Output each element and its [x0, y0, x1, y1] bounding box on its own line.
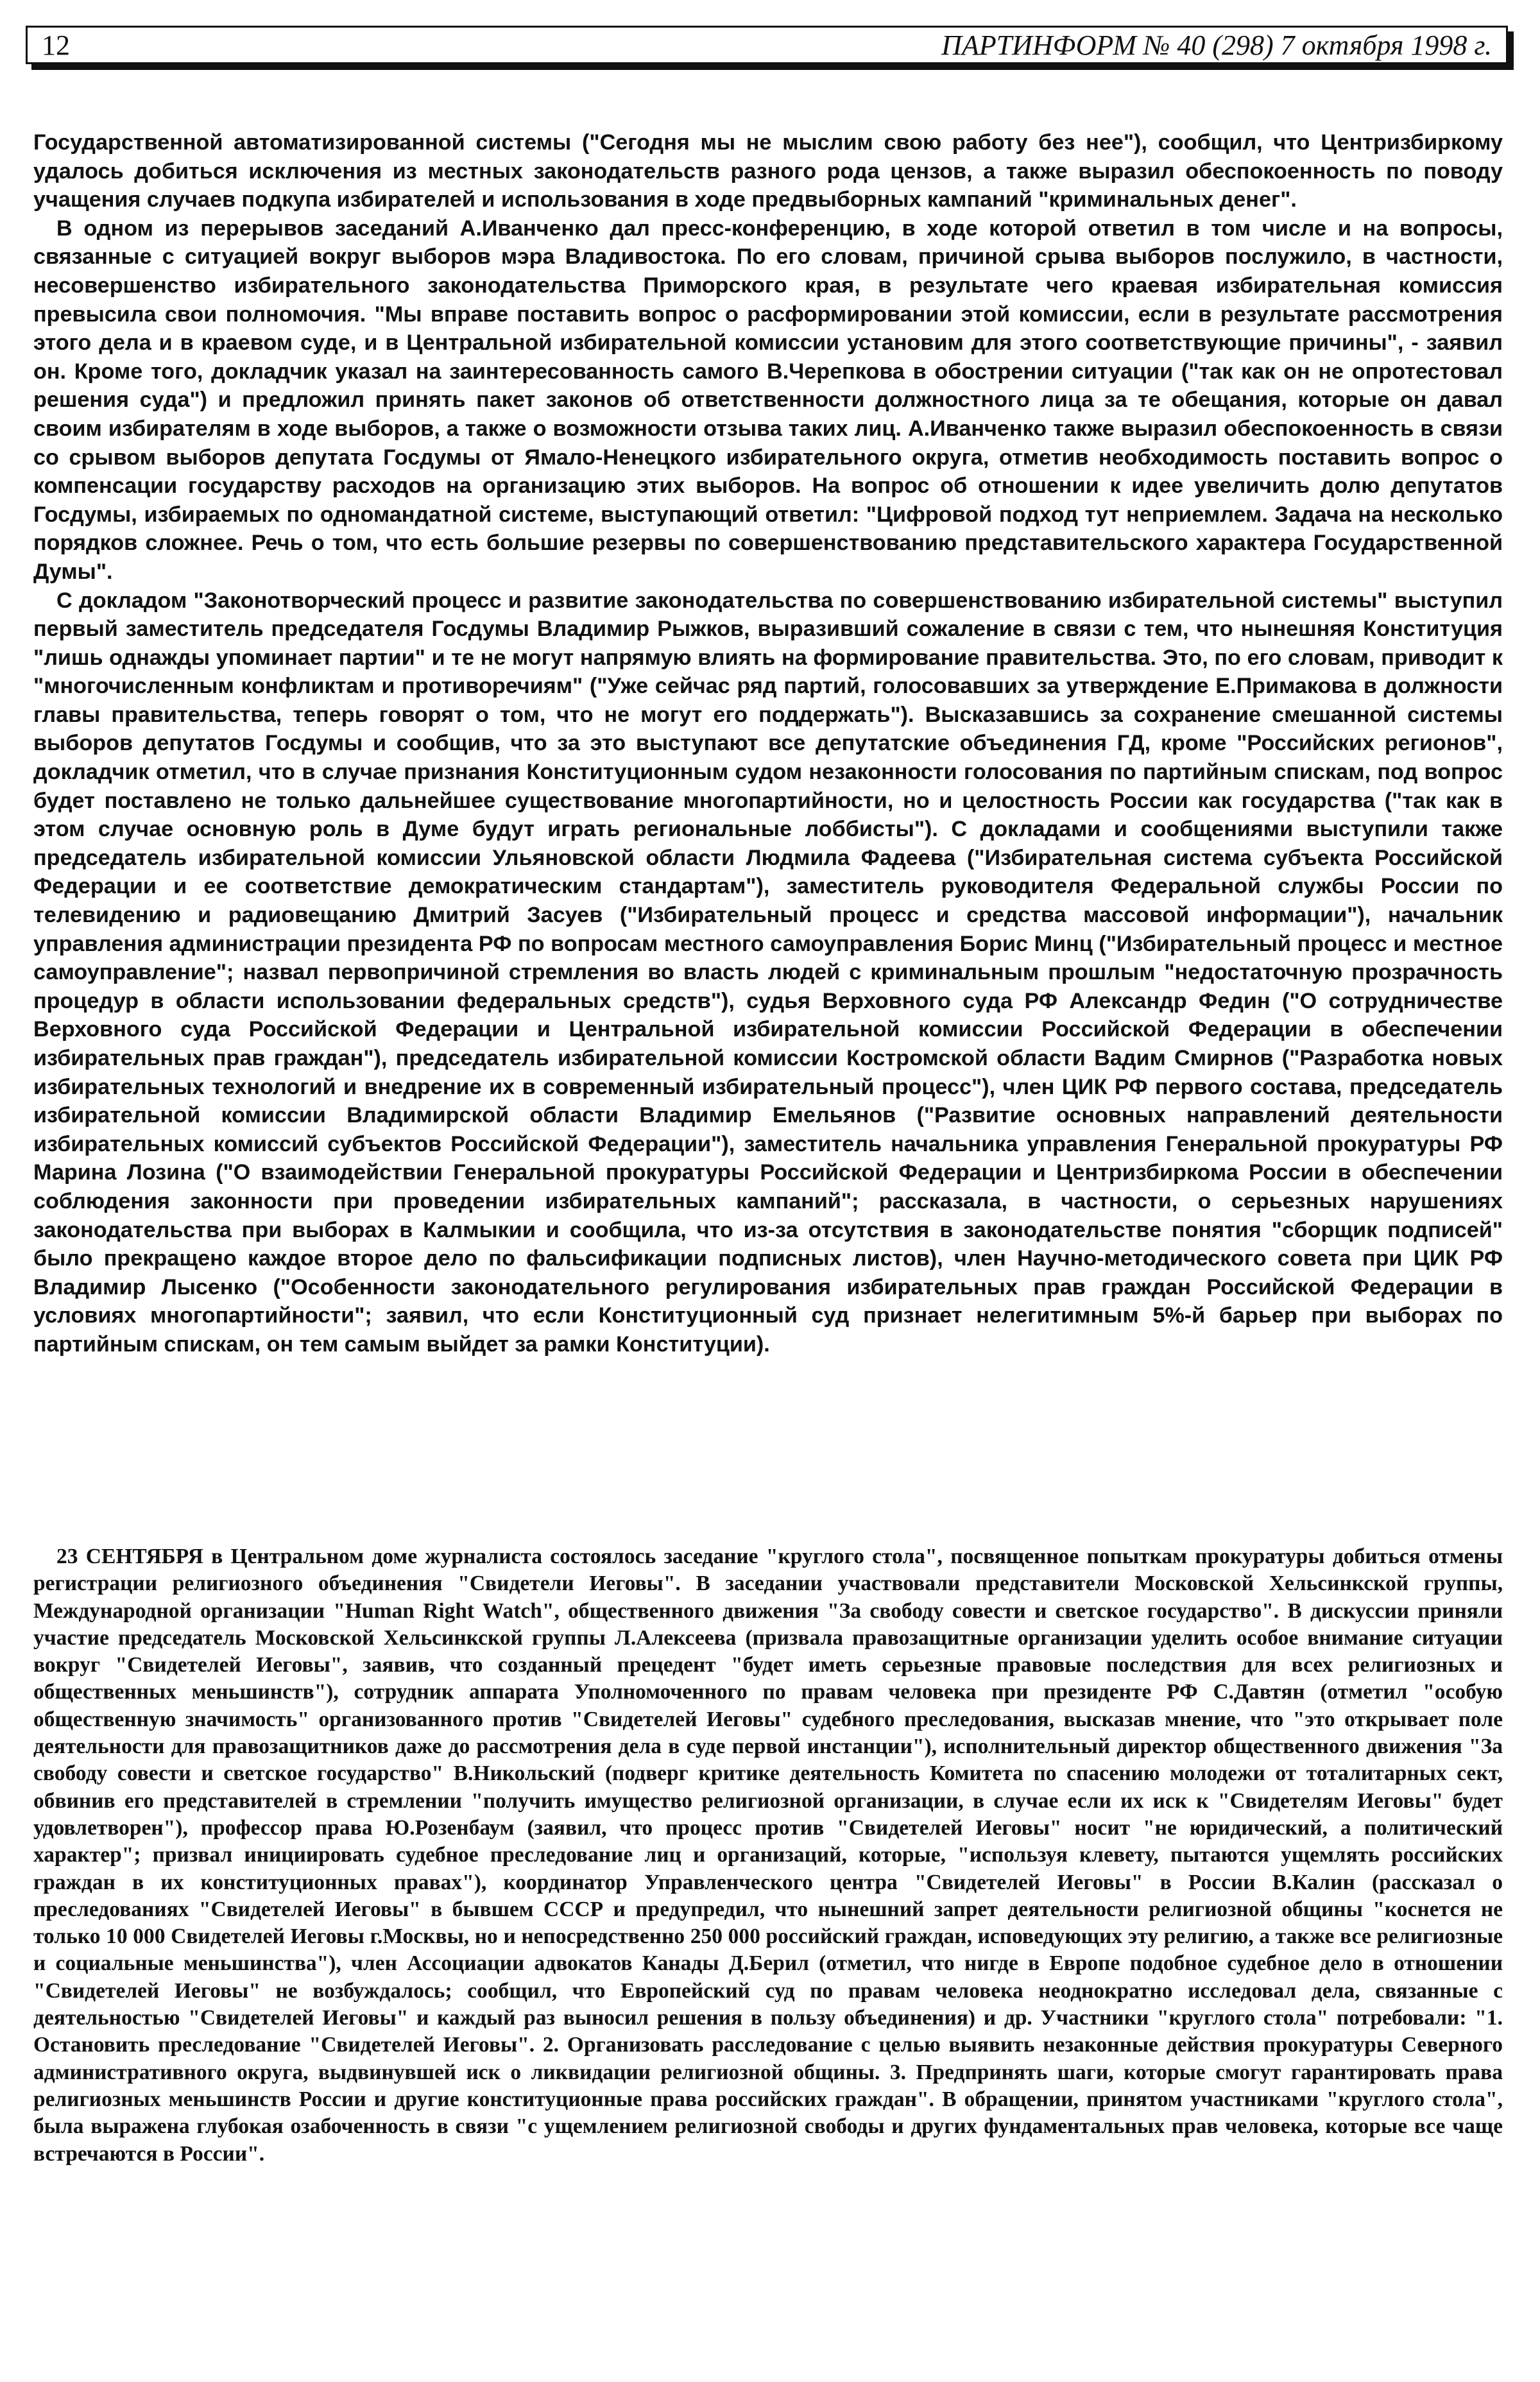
page-header: [26, 26, 1508, 64]
article-paragraph: 23 СЕНТЯБРЯ в Центральном доме журналиста состоялось заседание "круглого стола", посвященное попыткам прокуратуры добиться отмены регистрации религиозного объединения "Свидетели Иеговы". В заседании участвовали представители Московской Хельсинкской группы, Международной организации "Human Right Watch", общественного движения "За свободу совести и светское государство". В дискуссии приняли участие председатель Московской Хельсинкской группы Л.Алексеева (призвала правозащитные организации уделить особое внимание ситуации вокруг "Свидетелей Иеговы", заявив, что созданный прецедент "будет иметь серьезные правовые последствия для всех религиозных и общественных меньшинств"), сотрудник аппарата Уполномоченного по правам человека при президенте РФ С.Давтян (отметил "особую общественную значимость" организованного против "Свидетелей Иеговы" судебного преследования, высказав мнение, что "это открывает поле деятельности для правозащитников даже до рассмотрения дела в суде первой инстанции"), исполнительный директор общественного движения "За свободу совести и светское государство" В.Никольский (подверг критике деятельность Комитета по спасению молодежи от тоталитарных сект, обвинив его представителей в стремлении "получить имущество религиозной организации, в случае если их иск к "Свидетелям Иеговы" будет удовлетворен"), профессор права Ю.Розенбаум (заявил, что процесс против "Свидетелей Иеговы" носит "не юридический, а политический характер"; призвал инициировать судебное преследование лиц и организаций, которые, "используя клевету, пытаются ущемлять российских граждан в их конституционных правах"), координатор Управленческого центра "Свидетелей Иеговы" в России В.Калин (рассказал о преследованиях "Свидетелей Иеговы" в бывшем СССР и предупредил, что нынешний запрет деятельности религиозной общины "коснется не только 10 000 Свидетелей Иеговы г.Москвы, но и непосредственно 250 000 российский граждан, исповедующих эту религию, а также все религиозные и социальные меньшинства"), член Ассоциации адвокатов Канады Д.Берил (отметил, что нигде в Европе подобное судебное дело в отношении "Свидетелей Иеговы" не возбуждалось; сообщил, что Европейский суд по правам человека неоднократно исследовал дела, связанные с деятельностью "Свидетелей Иеговы" и каждый раз выносил решения в пользу объединения) и др. Участники "круглого стола" потребовали: "1. Остановить преследование "Свидетелей Иеговы". 2. Организовать расследование с целью выявить незаконные действия прокуратуры Северного административного округа, выдвинувшей иск о ликвидации религиозной общины. 3. Предпринять шаги, которые смогут гарантировать права религиозных меньшинств России и другие конституционные права российских граждан". В обращении, принятом участниками "круглого стола", была выражена глубокая озабоченность в связи "с ущемлением религиозной свободы и других фундаментальных прав человека, которые все чаще встречаются в России".: [33, 1545, 1503, 2166]
article-paragraph: Государственной автоматизированной системы ("Сегодня мы не мыслим свою работу без нее"), сообщил, что Центризбиркому удалось добиться исключения из местных законодательств разного рода цензов, а также выразил обеспокоенность по поводу учащения случаев подкупа избирателей и использования в ходе предвыборных кампаний "криминальных денег".: [33, 130, 1503, 212]
article-paragraph: С докладом "Законотворческий процесс и развитие законодательства по совершенствованию избирательной системы" выступил первый заместитель председателя Госдумы Владимир Рыжков, выразивший сожаление в связи с тем, что нынешняя Конституция "лишь однажды упоминает партии" и те не могут напрямую влиять на формирование правительства. Это, по его словам, приводит к "многочисленным конфликтам и противоречиям" ("Уже сейчас ряд партий, голосовавших за утверждение Е.Примакова в должности главы правительства, теперь говорят о том, что не могут его поддержать"). Высказавшись за сохранение смешанной системы выборов депутатов Госдумы и сообщив, что за это выступают все депутатские объединения ГД, кроме "Российских регионов", докладчик отметил, что в случае признания Конституционным судом незаконности голосования по партийным спискам, под вопрос будет поставлено не только дальнейшее существование многопартийности, но и целостность России как государства ("так как в этом случае основную роль в Думе будут играть региональные лоббисты"). С докладами и сообщениями выступили также председатель избирательной комиссии Ульяновской области Людмила Фадеева ("Избирательная система субъекта Российской Федерации и ее соответствие демократическим стандартам"), заместитель руководителя Федеральной службы России по телевидению и радиовещанию Дмитрий Засуев ("Избирательный процесс и средства массовой информации"), начальник управления администрации президента РФ по вопросам местного самоуправления Борис Минц ("Избирательный процесс и местное самоуправление"; назвал первопричиной стремления во власть людей с криминальным прошлым "недостаточную прозрачность процедур в области использовании федеральных средств"), судья Верховного суда РФ Александр Федин ("О сотрудничестве Верховного суда Российской Федерации и Центральной избирательной комиссии Российской Федерации в обеспечении избирательных прав граждан"), председатель избирательной комиссии Костромской области Вадим Смирнов ("Разработка новых избирательных технологий и внедрение их в современный избирательный процесс"), член ЦИК РФ первого состава, председатель избирательной комиссии Владимирской области Владимир Емельянов ("Развитие основных направлений деятельности избирательных комиссий субъектов Российской Федерации"), заместитель начальника управления Генеральной прокуратуры РФ Марина Лозина ("О взаимодействии Генеральной прокуратуры Российской Федерации и Центризбиркома России в обеспечении соблюдения законности при проведении избирательных кампаний"; рассказала, в частности, о серьезных нарушениях законодательства при выборах в Калмыкии и сообщила, что из-за отсутствия в законодательстве понятия "сборщик подписей" было прекращено каждое второе дело по фальсификации подписных листов), член Научно-методического совета при ЦИК РФ Владимир Лысенко ("Особенности законодательного регулирования избирательных прав граждан Российской Федерации в условиях многопартийности"; заявил, что если Конституционный суд признает нелегитимным 5%-й барьер при выборах по партийным спискам, он тем самым выйдет за рамки Конституции).: [33, 588, 1503, 1357]
article-round-table: [33, 1543, 1503, 2168]
page-number: 12: [42, 29, 70, 61]
article-paragraph: В одном из перерывов заседаний А.Иванченко дал пресс-конференцию, в ходе которой ответил в том числе и на вопросы, связанные с ситуацией вокруг выборов мэра Владивостока. По его словам, причиной срыва выборов послужило, в частности, несовершенство избирательного законодательства Приморского края, в результате чего краевая избирательная комиссия превысила свои полномочия. "Мы вправе поставить вопрос о расформировании этой комиссии, если в результате рассмотрения этого дела и в краевом суде, и в Центральной избирательной комиссии установим для этого соответствующие причины", - заявил он. Кроме того, докладчик указал на заинтересованность самого В.Черепкова в обострении ситуации ("так как он не опротестовал решения суда") и предложил принять пакет законов об ответственности должностного лица за те обещания, которые он давал своим избирателям в ходе выборов, а также о возможности отзыва таких лиц. А.Иванченко также выразил обеспокоенность в связи со срывом выборов депутата Госдумы от Ямало-Ненецкого избирательного округа, отметив необходимость поставить вопрос о компенсации государству расходов на организацию этих выборов. На вопрос об отношении к идее увеличить долю депутатов Госдумы, избираемых по одномандатной системе, выступающий ответил: "Цифровой подход тут неприемлем. Задача на несколько порядков сложнее. Речь о том, что есть большие резервы по совершенствованию представительского характера Государственной Думы".: [33, 216, 1503, 584]
article-elections: [33, 128, 1503, 1359]
publication-title: ПАРТИНФОРМ № 40 (298) 7 октября 1998 г.: [941, 29, 1492, 61]
